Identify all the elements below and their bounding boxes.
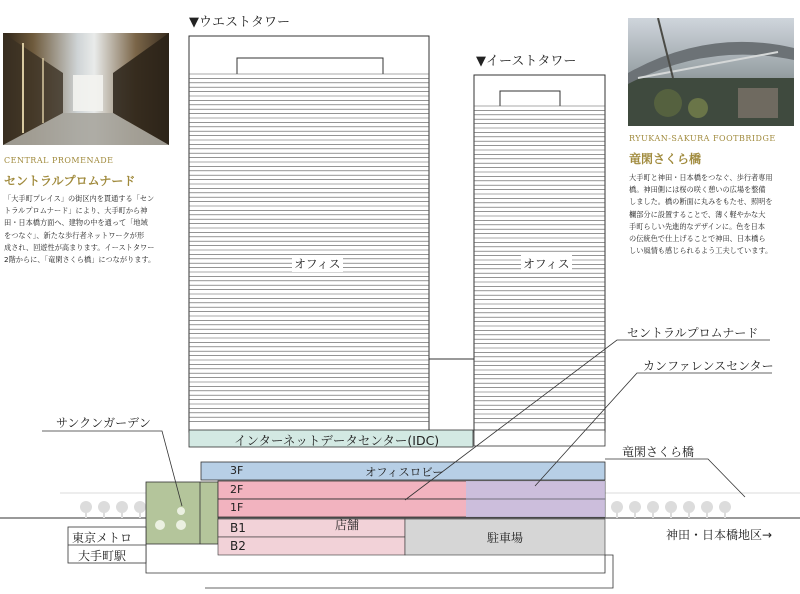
- east-office-label: オフィス: [523, 257, 570, 271]
- floor-b2-shops: [218, 537, 405, 555]
- idc-label: インターネットデータセンター(IDC): [234, 433, 440, 448]
- trees-left: [80, 501, 146, 518]
- promenade-title-ja: セントラルプロムナード: [4, 174, 136, 188]
- metro-label-1: 東京メトロ: [72, 531, 133, 545]
- bridge-callout: 竜閑さくら橋: [622, 445, 695, 459]
- west-tower-label: ▼ウエストタワー: [189, 15, 290, 30]
- west-office-label: オフィス: [294, 257, 341, 271]
- promenade-description: 「大手町プレイス」の街区内を貫通する「セン トラルプロムナード」により、大手町から神 田・日本橋方面へ、建物の中を通って「地域 をつなぐ」、新たな歩行者ネットワークが形 成され、回遊性が高まります。イーストタワー 2階からに、「竜閑さくら橋」につながります。: [4, 194, 156, 265]
- footbridge-title-en: RYUKAN-SAKURA FOOTBRIDGE: [629, 134, 776, 143]
- kanda-direction-label: 神田・日本橋地区→: [666, 528, 773, 542]
- promenade-title-en: CENTRAL PROMENADE: [4, 156, 114, 165]
- footbridge-photo: [628, 18, 794, 126]
- floor-2f-label: 2F: [230, 483, 244, 496]
- footbridge-description: 大手町と神田・日本橋をつなぐ、歩行者専用 橋。神田側には桜の咲く憩いの広場を整備 しました。橋の断面に丸みをもたせ、照明を 欄部分に設置することで、薄く軽やかな大 手町らしい先進的なデザインに。色を日本 の伝統色で仕上げることで神田、日本橋ら しい風情も感じられるよう工夫しています。: [629, 173, 773, 256]
- west-tower: [189, 36, 429, 432]
- leader-bridge: [605, 459, 745, 497]
- promenade-photo: [3, 33, 169, 145]
- footbridge-title-ja: 竜閑さくら橋: [629, 152, 702, 166]
- floor-1f-label: 1F: [230, 501, 244, 514]
- east-tower: [474, 75, 605, 432]
- conference-callout: カンファレンスセンター: [643, 359, 774, 373]
- sunken-garden-callout: サンクンガーデン: [56, 416, 151, 430]
- office-lobby-label: オフィスロビー: [365, 465, 444, 479]
- metro-label-2: 大手町駅: [78, 549, 127, 563]
- parking-label: 駐車場: [487, 531, 524, 545]
- trees-right: [611, 501, 731, 518]
- floor-3f-label: 3F: [230, 464, 244, 477]
- floor-b2-label: B2: [230, 539, 246, 553]
- shops-label: 店舗: [335, 518, 360, 532]
- floor-b1-label: B1: [230, 521, 246, 535]
- promenade-callout: セントラルプロムナード: [627, 326, 759, 340]
- floor-b1-shops: [218, 519, 405, 537]
- east-tower-label: ▼イーストタワー: [476, 54, 577, 69]
